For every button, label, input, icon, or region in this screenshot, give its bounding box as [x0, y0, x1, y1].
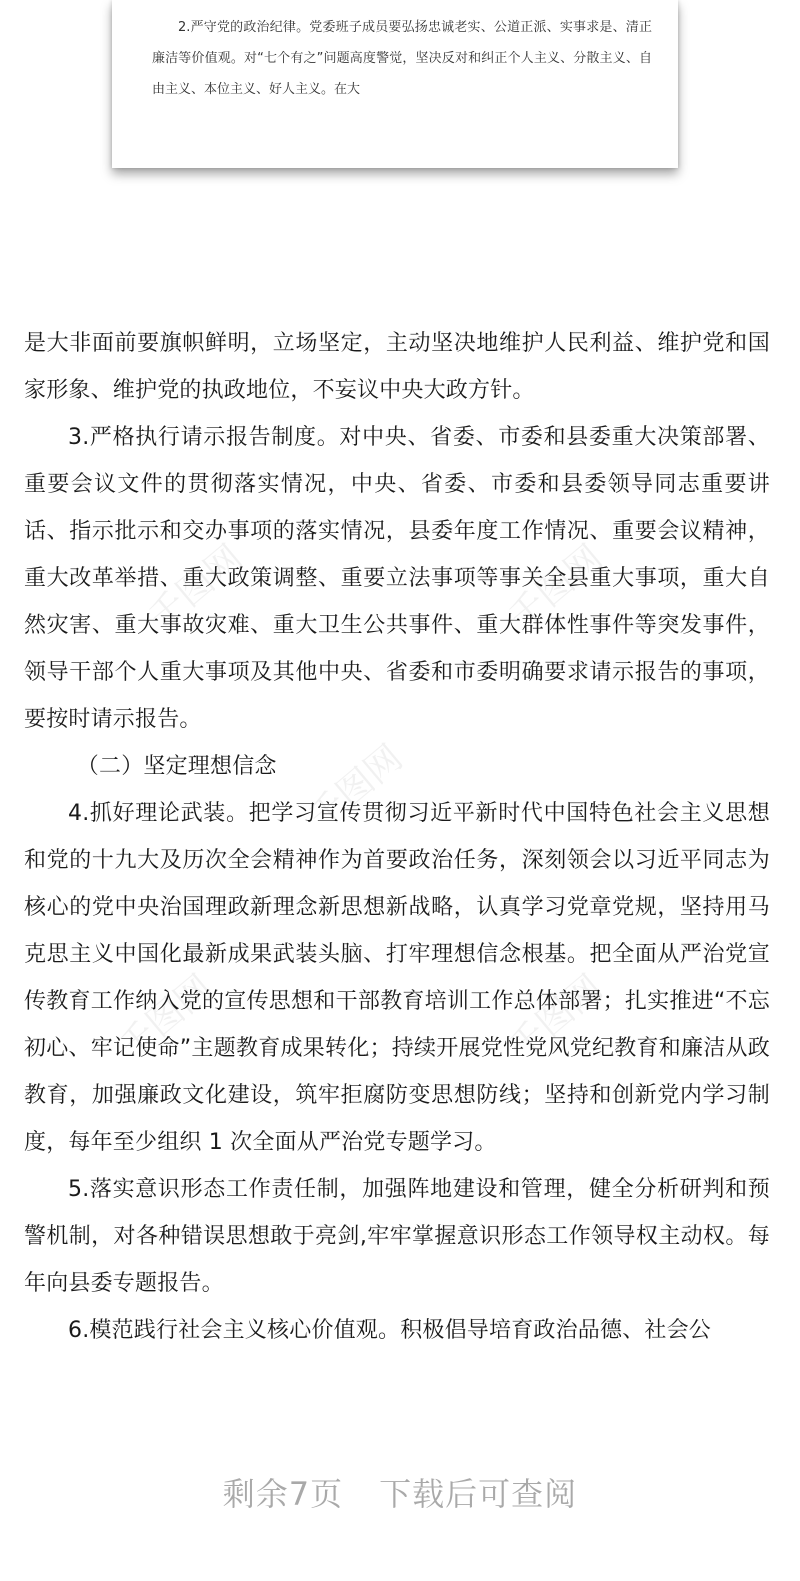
watermark-1: 千图网	[141, 537, 251, 639]
paragraph-continuation: 是大非面前要旗帜鲜明，立场坚定，主动坚决地维护人民利益、维护党和国家形象、维护党的执政地位，不妄议中央大政方针。	[24, 331, 770, 403]
download-prompt[interactable]	[0, 1452, 800, 1532]
section-heading-2: （二）坚定理想信念	[76, 754, 277, 779]
paragraph-3: 3.严格执行请示报告制度。对中央、省委、市委和县委重大决策部署、重要会议文件的贯彻落实情况，中央、省委、市委和县委领导同志重要讲话、指示批示和交办事项的落实情况，县委年度工作情况、重要会议精神，重大改革举措、重大政策调整、重要立法事项等事关全县重大事项，重大自然灾害、重大事故灾难、重大卫生公共事件、重大群体性事件等突发事件，领导干部个人重大事项及其他中央、省委和市委明确要求请示报告的事项，要按时请示报告。	[24, 425, 770, 732]
paragraph-6: 6.模范践行社会主义核心价值观。积极倡导培育政治品德、社会公	[68, 1318, 711, 1343]
watermark-2: 千图网	[501, 537, 611, 639]
paragraph-4: 4.抓好理论武装。把学习宣传贯彻习近平新时代中国特色社会主义思想和党的十九大及历次全会精神作为首要政治任务，深刻领会以习近平同志为核心的党中央治国理政新理念新思想新战略，认真学习党章党规，坚持用马克思主义中国化最新成果武装头脑、打牢理想信念根基。把全面从严治党宣传教育工作纳入党的宣传思想和干部教育培训工作总体部署；扎实推进“不忘初心、牢记使命”主题教育成果转化；持续开展党性党风党纪教育和廉洁从政教育，加强廉政文化建设，筑牢拒腐防变思想防线；坚持和创新党内学习制度，每年至少组织 1 次全面从严治党专题学习。	[24, 801, 770, 1155]
paragraph-5: 5.落实意识形态工作责任制，加强阵地建设和管理，健全分析研判和预警机制，对各种错误思想敢于亮剑,牢牢掌握意识形态工作领导权主动权。每年向县委专题报告。	[24, 1177, 770, 1296]
remaining-pages-label: 剩余7页	[222, 1475, 344, 1513]
preview-paragraph: 2.严守党的政治纪律。党委班子成员要弘扬忠诚老实、公道正派、实事求是、清正廉洁等价值观。对“七个有之”问题高度警觉，坚决反对和纠正个人主义、分散主义、自由主义、本位主义、好人主义。在大	[152, 20, 652, 97]
watermark-5: 千图网	[501, 967, 611, 1069]
watermark-4: 千图网	[111, 967, 221, 1069]
watermark-3: 千图网	[301, 737, 411, 839]
download-to-view-label[interactable]: 下载后可查阅	[379, 1475, 578, 1513]
preview-page-card	[112, 0, 678, 168]
preview-page-text	[152, 12, 652, 105]
document-body	[24, 320, 770, 1354]
